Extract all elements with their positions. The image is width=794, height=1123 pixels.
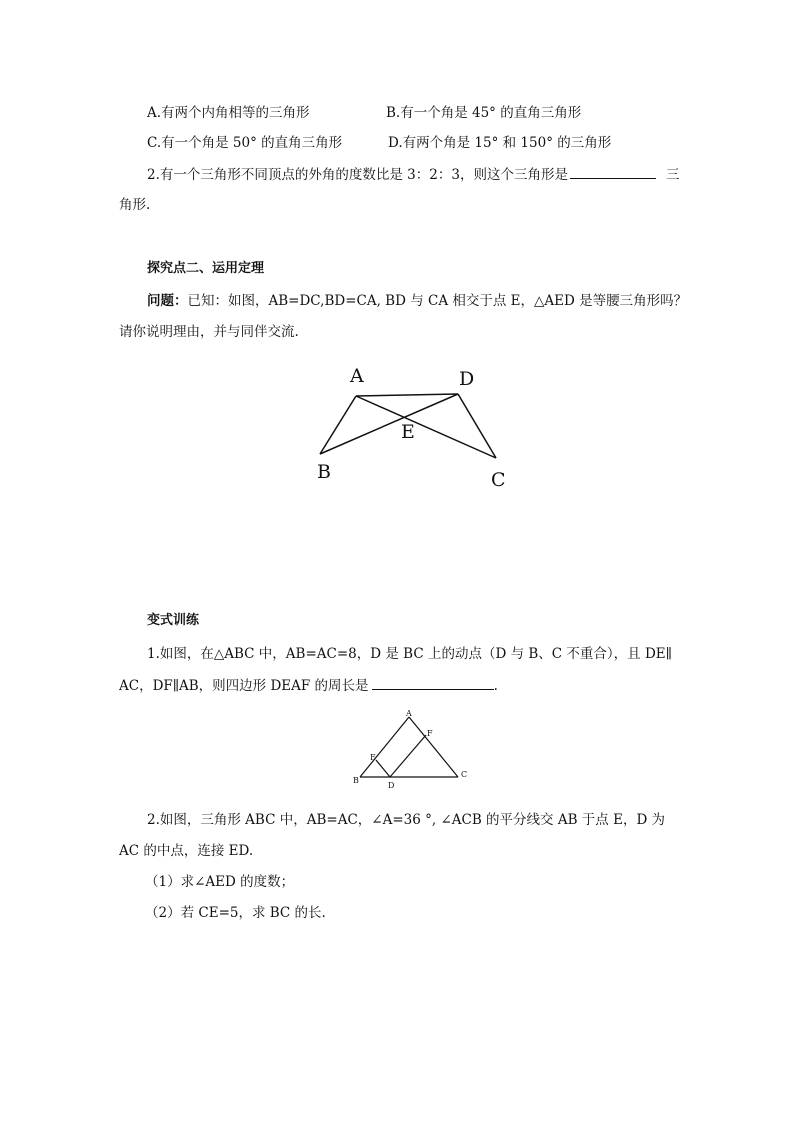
question-2: [147, 165, 679, 184]
variant-question-1-end: .: [493, 678, 498, 694]
option-a: A.有两个内角相等的三角形: [147, 105, 310, 121]
variant-question-1-cont: [119, 676, 498, 695]
segment-de: [376, 760, 390, 777]
variant-question-1: 1.如图，在△ABC 中，AB=AC=8，D 是 BC 上的动点（D 与 B、C 不重合），且 DE∥: [147, 646, 672, 662]
label-C: C: [461, 770, 468, 779]
question-2-geometry-cont: AC 的中点，连接 ED.: [119, 843, 254, 859]
option-c: C.有一个角是 50° 的直角三角形: [147, 135, 343, 151]
problem-text: 已知：如图，AB=DC,BD=CA, BD 与 CA 相交于点 E，△AED 是等腰三角形吗？: [187, 293, 688, 309]
label-A: A: [350, 365, 364, 387]
answer-blank[interactable]: [570, 165, 656, 179]
segment-ab: [360, 717, 409, 777]
option-d: D.有两个角是 15° 和 150° 的三角形: [388, 135, 612, 151]
problem-statement: [147, 292, 687, 310]
figure-quadrilateral: [300, 358, 530, 498]
problem-label: 问题：: [147, 293, 188, 309]
label-D: D: [388, 781, 395, 790]
problem-continuation: 请你说明理由，并与同伴交流.: [119, 324, 299, 340]
variant-question-1-text: AC，DF∥AB，则四边形 DEAF 的周长是: [119, 678, 369, 694]
segment-ab: [320, 396, 356, 454]
question-2-geometry: 2.如图，三角形 ABC 中，AB=AC，∠A=36 °, ∠ACB 的平分线交 AB 于点 E，D 为: [147, 812, 666, 828]
segment-bd: [320, 394, 458, 454]
section-heading: 探究点二、运用定理: [147, 261, 265, 276]
label-E: E: [370, 753, 376, 762]
question-2-continuation: 角形.: [119, 197, 151, 213]
sub-question-1: （1）求∠AED 的度数；: [145, 874, 295, 890]
question-2-text: 2.有一个三角形不同顶点的外角的度数比是 3：2：3，则这个三角形是: [147, 167, 568, 183]
perimeter-blank[interactable]: [372, 676, 494, 690]
segment-df: [390, 735, 426, 777]
figure-triangle-deaf: [350, 708, 475, 794]
label-D: D: [459, 368, 475, 390]
segment-ac: [356, 396, 496, 458]
label-E: E: [401, 421, 415, 443]
label-F: F: [427, 729, 433, 738]
question-2-tail: 三: [665, 167, 680, 183]
variant-heading: 变式训练: [147, 613, 200, 628]
segment-dc: [458, 394, 496, 458]
label-C: C: [491, 469, 506, 491]
label-B: B: [317, 461, 331, 483]
label-A: A: [406, 709, 412, 718]
sub-question-2: （2）若 CE=5，求 BC 的长.: [145, 905, 326, 921]
label-B: B: [353, 776, 359, 785]
segment-ad: [356, 394, 458, 396]
option-b: B.有一个角是 45° 的直角三角形: [386, 105, 582, 121]
